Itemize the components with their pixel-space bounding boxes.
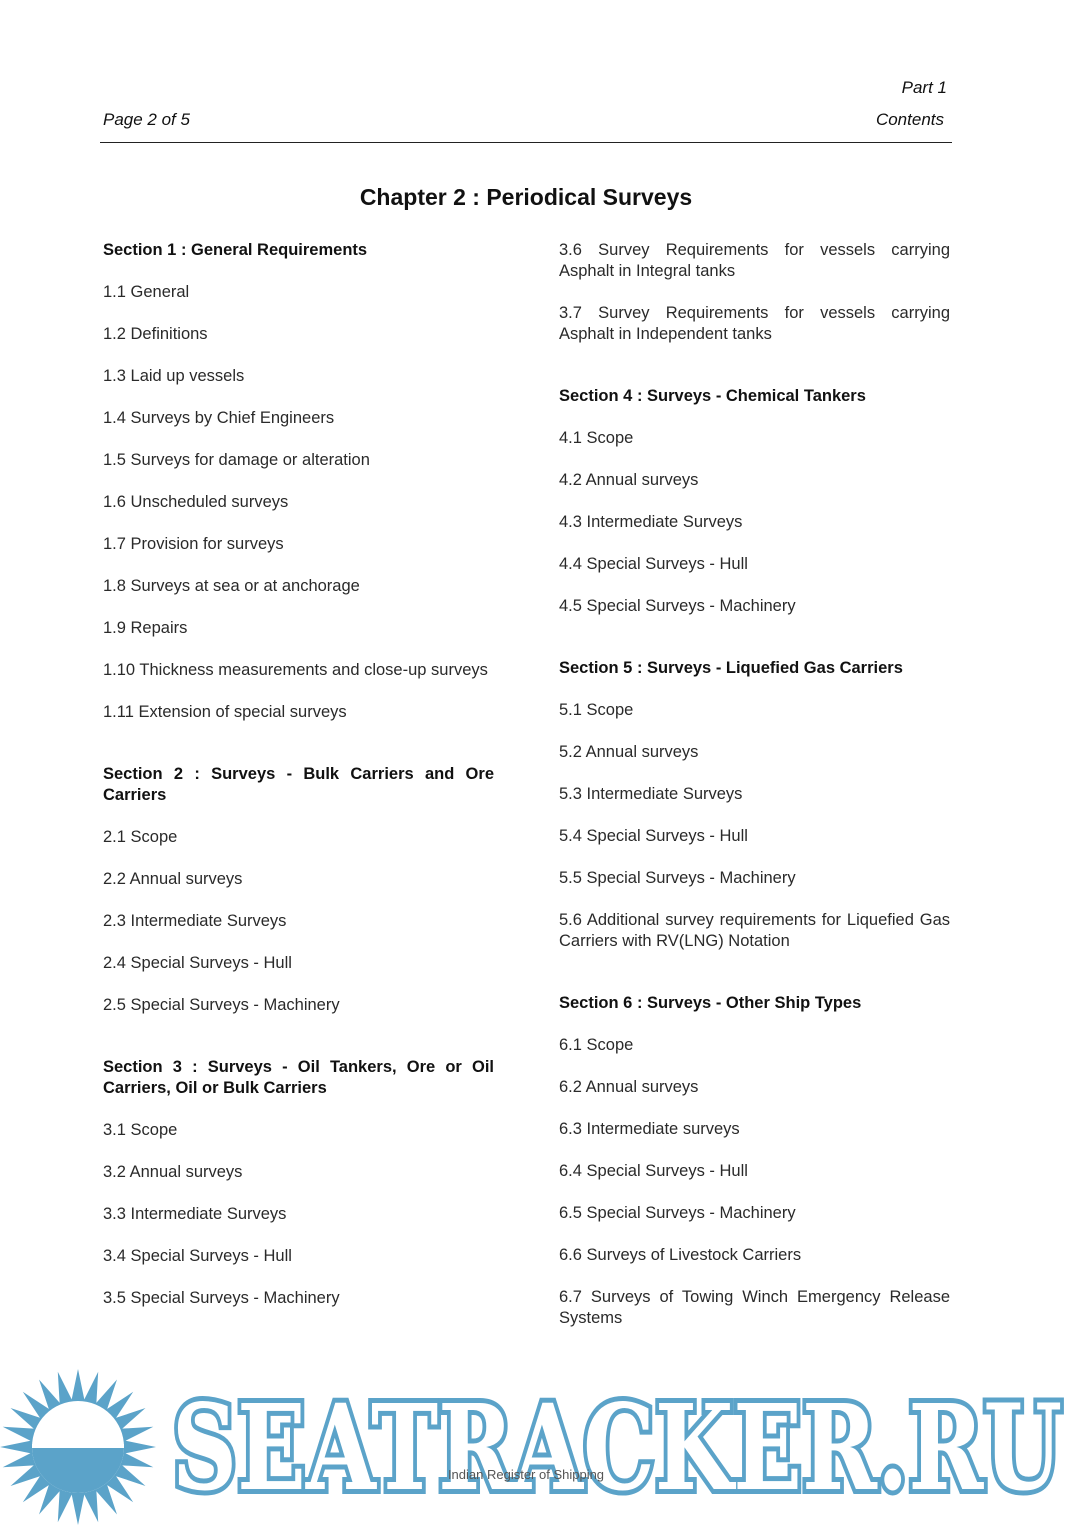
- toc-item: 1.7 Provision for surveys: [103, 535, 284, 553]
- toc-item: 1.11 Extension of special surveys: [103, 703, 347, 721]
- toc-item: 5.2 Annual surveys: [559, 743, 699, 761]
- toc-section-heading: Section 4 : Surveys - Chemical Tankers: [559, 387, 866, 405]
- seatracker-watermark: [0, 1362, 1080, 1527]
- header-page-number: Page 2 of 5: [103, 110, 190, 129]
- chapter-title: Chapter 2 : Periodical Surveys: [359, 184, 693, 210]
- toc-item: 6.3 Intermediate surveys: [559, 1120, 740, 1138]
- toc-item: 1.4 Surveys by Chief Engineers: [103, 409, 335, 427]
- header-contents: Contents: [875, 110, 944, 129]
- toc-item: 4.4 Special Surveys - Hull: [559, 555, 748, 573]
- toc-section-heading: Section 6 : Surveys - Other Ship Types: [559, 994, 862, 1012]
- toc-item: 4.1 Scope: [559, 429, 634, 447]
- toc-item: 6.7 Surveys of Towing Winch Emergency Release Systems: [559, 1288, 950, 1327]
- toc-item: 1.3 Laid up vessels: [103, 367, 245, 385]
- toc-section-heading: Section 3 : Surveys - Oil Tankers, Ore or Oil Carriers, Oil or Bulk Carriers: [103, 1058, 494, 1097]
- toc-left-column: [103, 240, 494, 1309]
- toc-item: 5.4 Special Surveys - Hull: [559, 827, 748, 845]
- toc-item: 1.5 Surveys for damage or alteration: [103, 451, 370, 469]
- toc-item: 6.5 Special Surveys - Machinery: [559, 1204, 796, 1222]
- toc-item: 3.7 Survey Requirements for vessels carrying Asphalt in Independent tanks: [559, 304, 950, 343]
- toc-item: 3.1 Scope: [103, 1121, 178, 1139]
- toc-item: 2.2 Annual surveys: [103, 870, 243, 888]
- toc-section-heading: Section 2 : Surveys - Bulk Carriers and Ore Carriers: [103, 765, 494, 804]
- toc-item: 4.3 Intermediate Surveys: [559, 513, 743, 531]
- toc-item: 1.8 Surveys at sea or at anchorage: [103, 577, 360, 595]
- toc-item: 1.1 General: [103, 283, 190, 301]
- toc-item: 3.4 Special Surveys - Hull: [103, 1247, 292, 1265]
- toc-item: 2.5 Special Surveys - Machinery: [103, 996, 340, 1014]
- toc-item: 6.6 Surveys of Livestock Carriers: [559, 1246, 802, 1264]
- toc-item: 5.3 Intermediate Surveys: [559, 785, 743, 803]
- toc-item: 3.2 Annual surveys: [103, 1163, 243, 1181]
- footer-publisher: Indian Register of Shipping: [447, 1467, 605, 1482]
- toc-item: 2.1 Scope: [103, 828, 178, 846]
- toc-item: 3.6 Survey Requirements for vessels carrying Asphalt in Integral tanks: [559, 241, 950, 280]
- toc-item: 1.10 Thickness measurements and close-up surveys: [103, 661, 488, 679]
- toc-item: 6.1 Scope: [559, 1036, 634, 1054]
- watermark-text: SEATRACKER.RU: [172, 1378, 1062, 1517]
- toc-item: 6.2 Annual surveys: [559, 1078, 699, 1096]
- toc-item: 3.5 Special Surveys - Machinery: [103, 1289, 340, 1307]
- toc-item: 1.6 Unscheduled surveys: [103, 493, 289, 511]
- toc-item: 6.4 Special Surveys - Hull: [559, 1162, 748, 1180]
- toc-item: 3.3 Intermediate Surveys: [103, 1205, 287, 1223]
- toc-item: 5.5 Special Surveys - Machinery: [559, 869, 796, 887]
- toc-item: 5.6 Additional survey requirements for Liquefied Gas Carriers with RV(LNG) Notation: [559, 911, 950, 950]
- toc-section-heading: Section 5 : Surveys - Liquefied Gas Carriers: [559, 659, 903, 677]
- toc-item: 4.2 Annual surveys: [559, 471, 699, 489]
- toc-item: 2.3 Intermediate Surveys: [103, 912, 287, 930]
- sun-logo-icon: [0, 1369, 156, 1525]
- toc-item: 5.1 Scope: [559, 701, 634, 719]
- toc-item: 4.5 Special Surveys - Machinery: [559, 597, 796, 615]
- toc-section-heading: Section 1 : General Requirements: [103, 241, 368, 259]
- header-part: Part 1: [901, 78, 947, 97]
- toc-item: 1.9 Repairs: [103, 619, 188, 637]
- toc-right-column: [559, 240, 950, 1329]
- toc-item: 1.2 Definitions: [103, 325, 208, 343]
- header-divider: [100, 142, 952, 143]
- toc-item: 2.4 Special Surveys - Hull: [103, 954, 292, 972]
